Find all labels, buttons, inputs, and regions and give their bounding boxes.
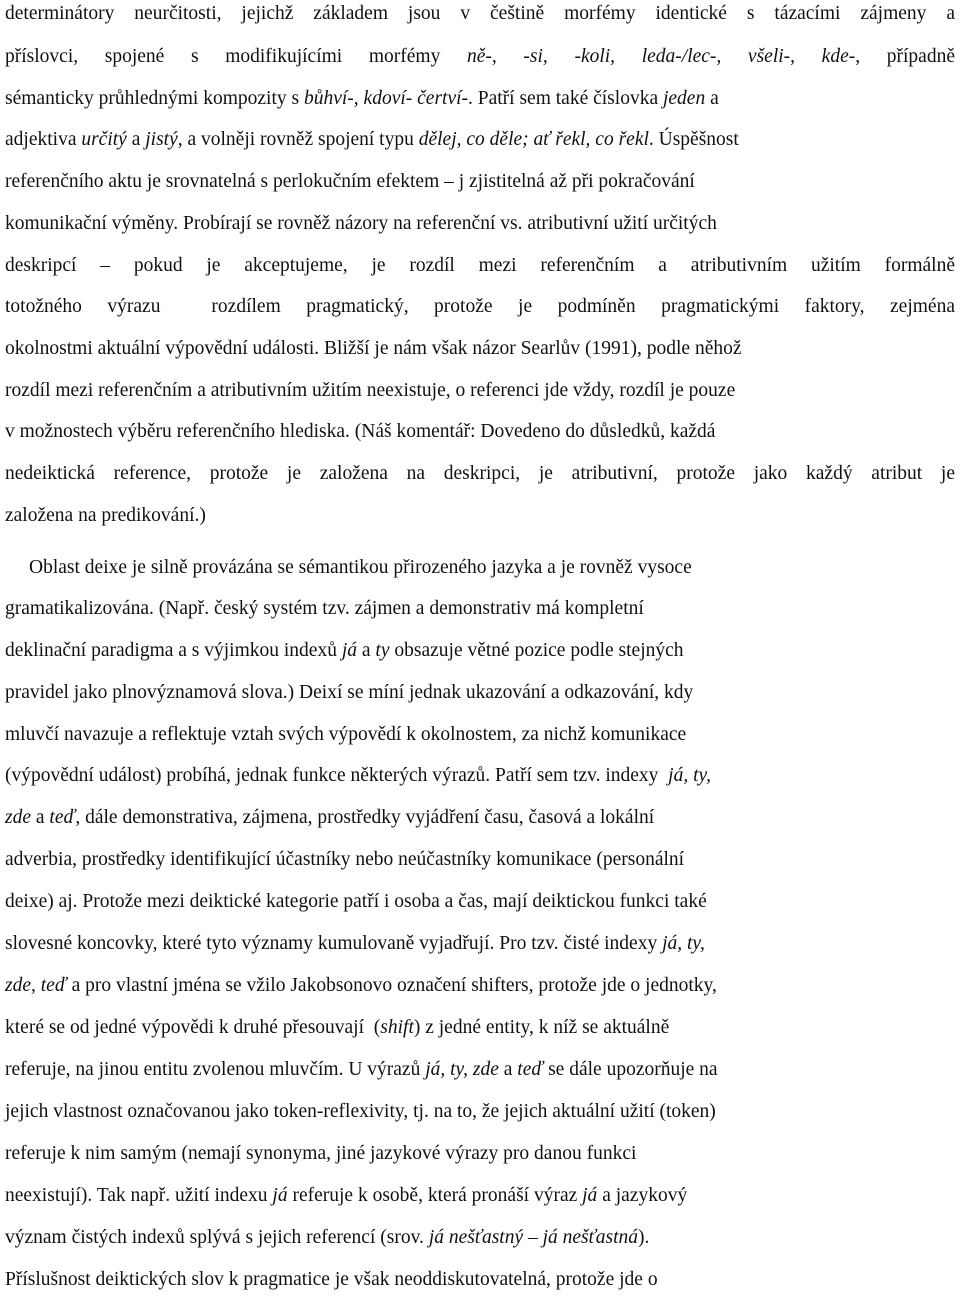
text-segment: neexistují). Tak např. užití indexu xyxy=(5,1185,273,1206)
italic-text-segment: já, ty, xyxy=(662,933,705,954)
italic-text-segment: teď xyxy=(517,1059,544,1080)
italic-text-segment: ně-, -si, -koli, leda-/lec-, všeli-, kde- xyxy=(467,46,856,67)
italic-text-segment: já xyxy=(341,640,358,661)
text-segment: a xyxy=(126,129,146,150)
text-segment: slovesné koncovky, které tyto významy kumulovaně vyjadřují. Pro tzv. čisté indexy xyxy=(5,933,663,954)
text-line xyxy=(5,764,711,788)
text-line xyxy=(5,1058,718,1082)
text-line xyxy=(5,212,717,236)
text-segment: založena na predikování.) xyxy=(5,505,206,526)
text-segment: gramatikalizována. (Např. český systém tzv. zájmen a demonstrativ má kompletní xyxy=(5,598,644,619)
italic-text-segment: ty xyxy=(375,640,390,661)
text-line xyxy=(5,87,719,111)
text-line xyxy=(5,504,206,528)
text-line xyxy=(5,639,684,663)
text-segment: adjektiva xyxy=(5,129,82,150)
text-line xyxy=(5,1016,669,1040)
text-segment: referuje k osobě, která pronáší výraz xyxy=(287,1185,583,1206)
italic-text-segment: zde xyxy=(5,807,31,828)
text-segment: a xyxy=(498,1059,518,1080)
italic-text-segment: já xyxy=(582,1185,598,1206)
text-line xyxy=(5,128,739,152)
italic-text-segment: já, ty, zde xyxy=(425,1059,499,1080)
text-segment: determinátory neurčitosti, jejichž základem jsou v češtině morfémy identické s tázacími zájmeny a xyxy=(5,3,955,24)
text-segment: nedeiktická reference, protože je založena na deskripci, je atributivní, protože jako každý atribut je xyxy=(5,463,955,484)
text-line xyxy=(5,1100,716,1124)
text-segment: v možnostech výběru referenčního hlediska. (Náš komentář: Dovedeno do důsledků, každá xyxy=(5,421,716,442)
text-segment: referuje k nim samým (nemají synonyma, jiné jazykové výrazy pro danou funkci xyxy=(5,1143,637,1164)
text-line xyxy=(5,170,695,194)
italic-text-segment: určitý xyxy=(81,129,127,150)
text-segment: a xyxy=(31,807,50,828)
text-line xyxy=(5,45,955,69)
text-line xyxy=(5,337,742,361)
text-line xyxy=(5,723,686,747)
text-segment: komunikační výměny. Probírají se rovněž názory na referenční vs. atributivní užití určitých xyxy=(5,213,717,234)
text-line xyxy=(5,681,693,705)
italic-text-segment: já nešťastný – já nešťastná xyxy=(428,1227,638,1248)
text-segment: mluvčí navazuje a reflektuje vztah svých výpovědí k okolnostem, za nichž komunikace xyxy=(5,724,687,745)
italic-text-segment: já, ty, xyxy=(668,765,711,786)
text-segment: . Patří sem také číslovka xyxy=(468,88,663,109)
text-segment: referuje, na jinou entitu zvolenou mluvčím. U výrazů xyxy=(5,1059,426,1080)
text-line xyxy=(5,1184,687,1208)
text-line xyxy=(5,379,735,403)
text-segment: jejich vlastnost označovanou jako token-reflexivity, tj. na to, že jejich aktuální užití (token) xyxy=(5,1101,716,1122)
text-segment: deklinační paradigma a s výjimkou indexů xyxy=(5,640,342,661)
text-line xyxy=(5,932,705,956)
text-segment: deskripcí – pokud je akceptujeme, je rozdíl mezi referenčním a atributivním užitím formálně xyxy=(5,255,955,276)
text-segment: , případně xyxy=(855,46,955,67)
text-line xyxy=(5,1142,636,1166)
text-segment: ). xyxy=(638,1227,650,1248)
text-segment: a jazykový xyxy=(597,1185,688,1206)
text-segment: význam čistých indexů splývá s jejich referencí (srov. xyxy=(5,1227,429,1248)
text-line xyxy=(29,556,692,580)
text-line xyxy=(5,974,717,998)
text-segment: (výpovědní událost) probíhá, jednak funkce některých výrazů. Patří sem tzv. indexy xyxy=(5,765,669,786)
text-segment: Oblast deixe je silně provázána se sémantikou přirozeného jazyka a je rovněž vysoce xyxy=(29,557,692,578)
text-segment: příslovci, spojené s modifikujícími morfémy xyxy=(5,46,467,67)
text-line xyxy=(5,295,955,319)
text-segment: obsazuje větné pozice podle stejných xyxy=(389,640,684,661)
italic-text-segment: zde, teď xyxy=(5,975,67,996)
italic-text-segment: já xyxy=(272,1185,288,1206)
italic-text-segment: shift xyxy=(380,1017,414,1038)
text-line xyxy=(5,254,955,278)
text-line xyxy=(5,848,684,872)
text-segment: , a volněji rovněž spojení typu xyxy=(177,129,419,150)
italic-text-segment: jistý xyxy=(145,129,178,150)
text-segment: a pro vlastní jména se vžilo Jakobsonovo označení shifters, protože jde o jednotky, xyxy=(66,975,717,996)
text-line xyxy=(5,806,654,830)
text-segment: ) z jedné entity, k níž se aktuálně xyxy=(413,1017,670,1038)
text-line xyxy=(5,462,955,486)
italic-text-segment: teď xyxy=(49,807,76,828)
text-segment: rozdíl mezi referenčním a atributivním užitím neexistuje, o referenci jde vždy, rozdíl je pouze xyxy=(5,380,736,401)
text-segment: které se od jedné výpovědi k druhé přesouvají ( xyxy=(5,1017,381,1038)
text-line xyxy=(5,2,955,26)
text-segment: , dále demonstrativa, zájmena, prostředky vyjádření času, časová a lokální xyxy=(75,807,655,828)
text-segment: referenčního aktu je srovnatelná s perlokučním efektem – j zjistitelná až při pokračování xyxy=(5,171,695,192)
italic-text-segment: jeden xyxy=(662,88,706,109)
text-segment: pravidel jako plnovýznamová slova.) Deixí se míní jednak ukazování a odkazování, kdy xyxy=(5,682,694,703)
text-segment: se dále upozorňuje na xyxy=(543,1059,718,1080)
text-segment: totožného výrazu rozdílem pragmatický, protože je podmíněn pragmatickými faktory, zejména xyxy=(5,296,955,317)
text-line xyxy=(5,597,644,621)
italic-text-segment: bůhví-, kdoví- čertví- xyxy=(303,88,469,109)
text-line xyxy=(5,420,715,444)
italic-text-segment: dělej, co děle; ať řekl, co řekl xyxy=(418,129,649,150)
text-segment: okolnostmi aktuální výpovědní události. Bližší je nám však názor Searlův (1991), podle něhož xyxy=(5,338,742,359)
text-segment: . Úspěšnost xyxy=(648,129,739,150)
text-segment: a xyxy=(705,88,719,109)
text-segment: Příslušnost deiktických slov k pragmatice je však neoddiskutovatelná, protože jde o xyxy=(5,1269,658,1290)
text-segment: adverbia, prostředky identifikující účastníky nebo neúčastníky komunikace (personální xyxy=(5,849,685,870)
text-segment: sémanticky průhlednými kompozity s xyxy=(5,88,304,109)
text-line xyxy=(5,1268,658,1292)
text-segment: a xyxy=(357,640,376,661)
text-line xyxy=(5,890,707,914)
text-segment: deixe) aj. Protože mezi deiktické kategorie patří i osoba a čas, mají deiktickou funkci také xyxy=(5,891,707,912)
text-line xyxy=(5,1226,649,1250)
